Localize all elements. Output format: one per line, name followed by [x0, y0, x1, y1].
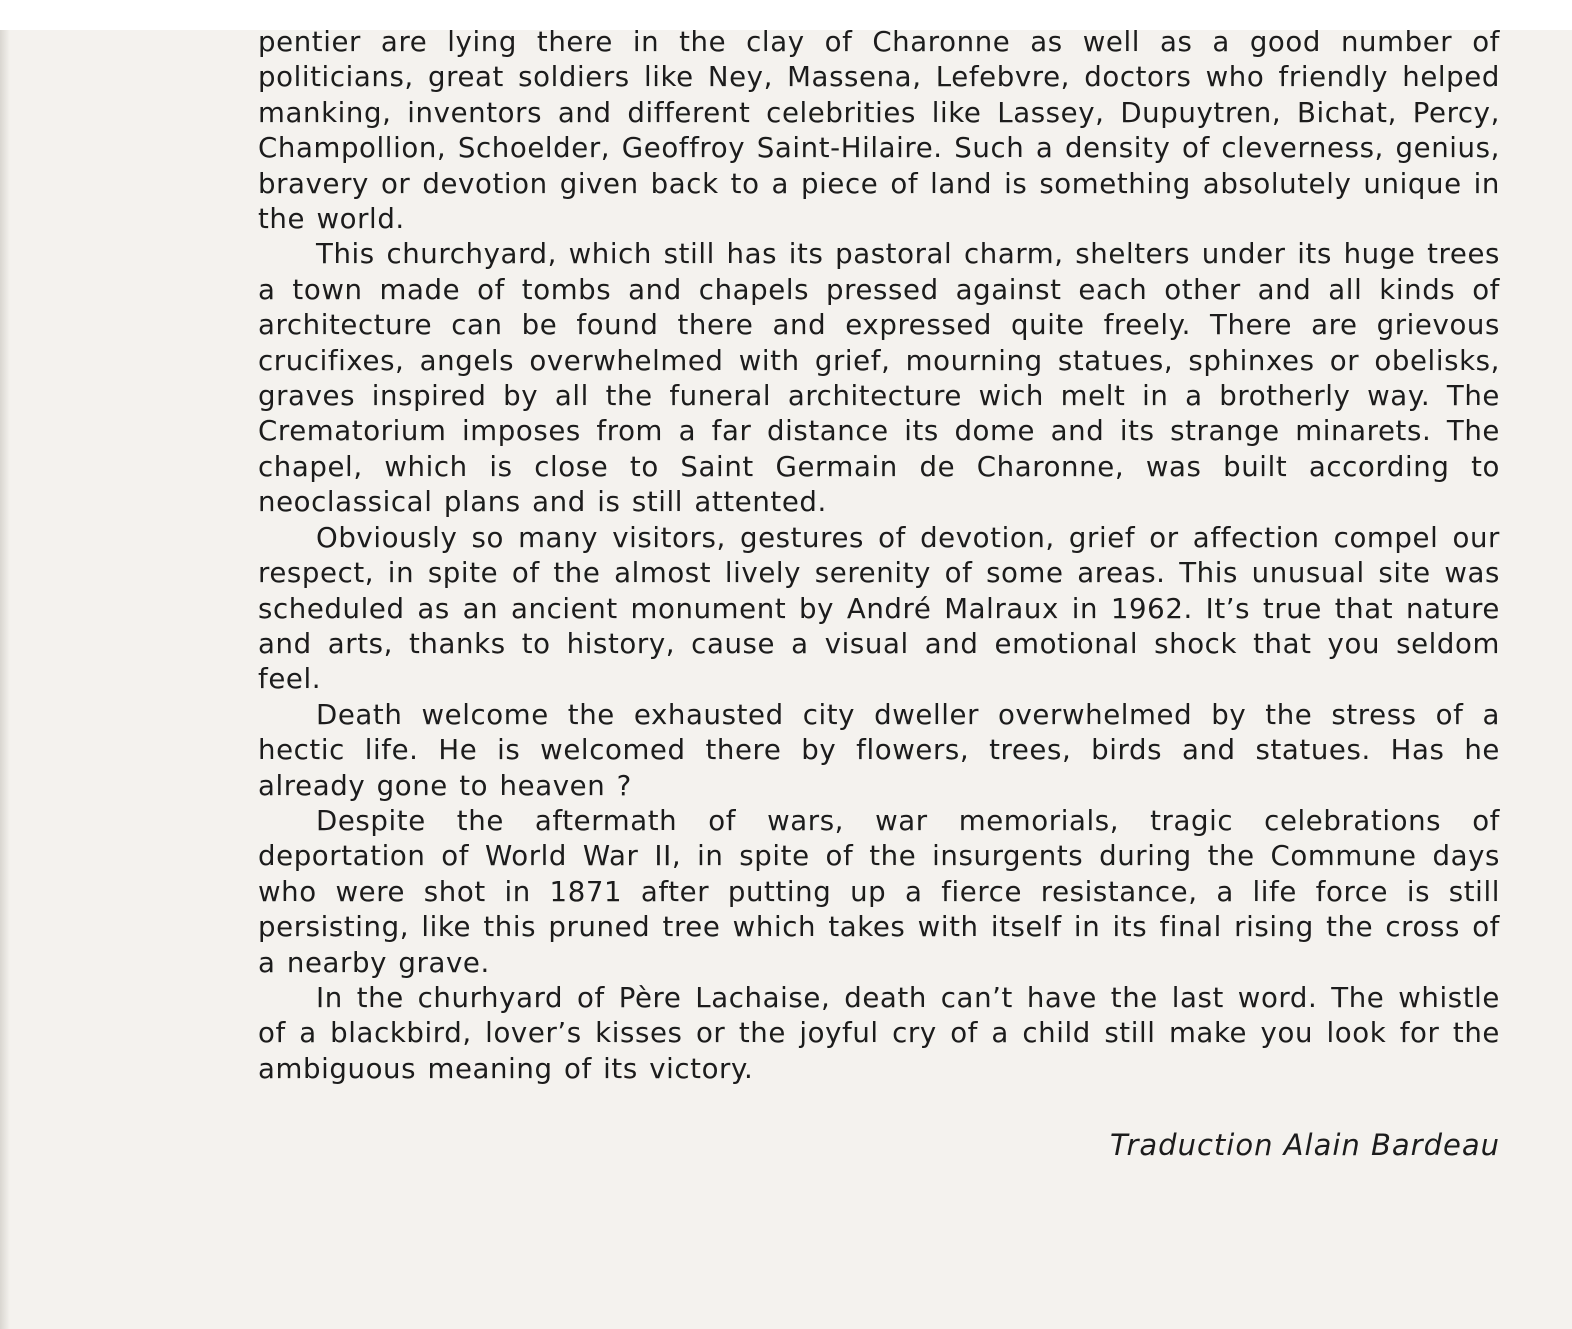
paragraph-3: Obviously so many visitors, gestures of devotion, grief or affection compel our respect, in spite of the almost lively serenity of some areas. This unusual site was scheduled as an ancient monument by André Malraux in 1962. It’s true that nature and arts, thanks to history, cause a visual and emotional shock that you seldom feel. — [258, 520, 1500, 696]
document-body — [258, 24, 1500, 1086]
paragraph-5: Despite the aftermath of wars, war memorials, tragic celebrations of deportation of World War II, in spite of the insurgents during the Commune days who were shot in 1871 after putting up a fierce resistance, a life force is still persisting, like this pruned tree which takes with itself in its final rising the cross of a nearby grave. — [258, 803, 1500, 979]
paragraph-1: pentier are lying there in the clay of Charonne as well as a good number of politicians, great soldiers like Ney, Massena, Lefebvre, doctors who friendly helped manking, inventors and different celebrities like Lassey, Dupuytren, Bichat, Percy, Champollion, Schoelder, Geoffroy Saint-Hilaire. Such a density of cleverness, genius, bravery or devotion given back to a piece of land is something absolutely unique in the world. — [258, 25, 1500, 236]
page-binding-edge — [0, 30, 10, 1329]
paragraph-2: This churchyard, which still has its pastoral charm, shelters under its huge trees a town made of tombs and chapels pressed against each other and all kinds of architecture can be found there and expressed quite freely. There are grievous crucifixes, angels overwhelmed with grief, mourning statues, sphinxes or obelisks, graves inspired by all the funeral architecture wich melt in a brotherly way. The Crematorium imposes from a far distance its dome and its strange minarets. The chapel, which is close to Saint Germain de Charonne, was built according to neoclassical plans and is still attented. — [258, 237, 1500, 519]
translator-signature: Traduction Alain Bardeau — [1110, 1128, 1500, 1162]
paragraph-6: In the churhyard of Père Lachaise, death can’t have the last word. The whistle of a blackbird, lover’s kisses or the joyful cry of a child still make you look for the ambiguous meaning of its victory. — [258, 980, 1500, 1085]
paragraph-4: Death welcome the exhausted city dweller overwhelmed by the stress of a hectic life. He is welcomed there by flowers, trees, birds and statues. Has he already gone to heaven ? — [258, 697, 1500, 802]
